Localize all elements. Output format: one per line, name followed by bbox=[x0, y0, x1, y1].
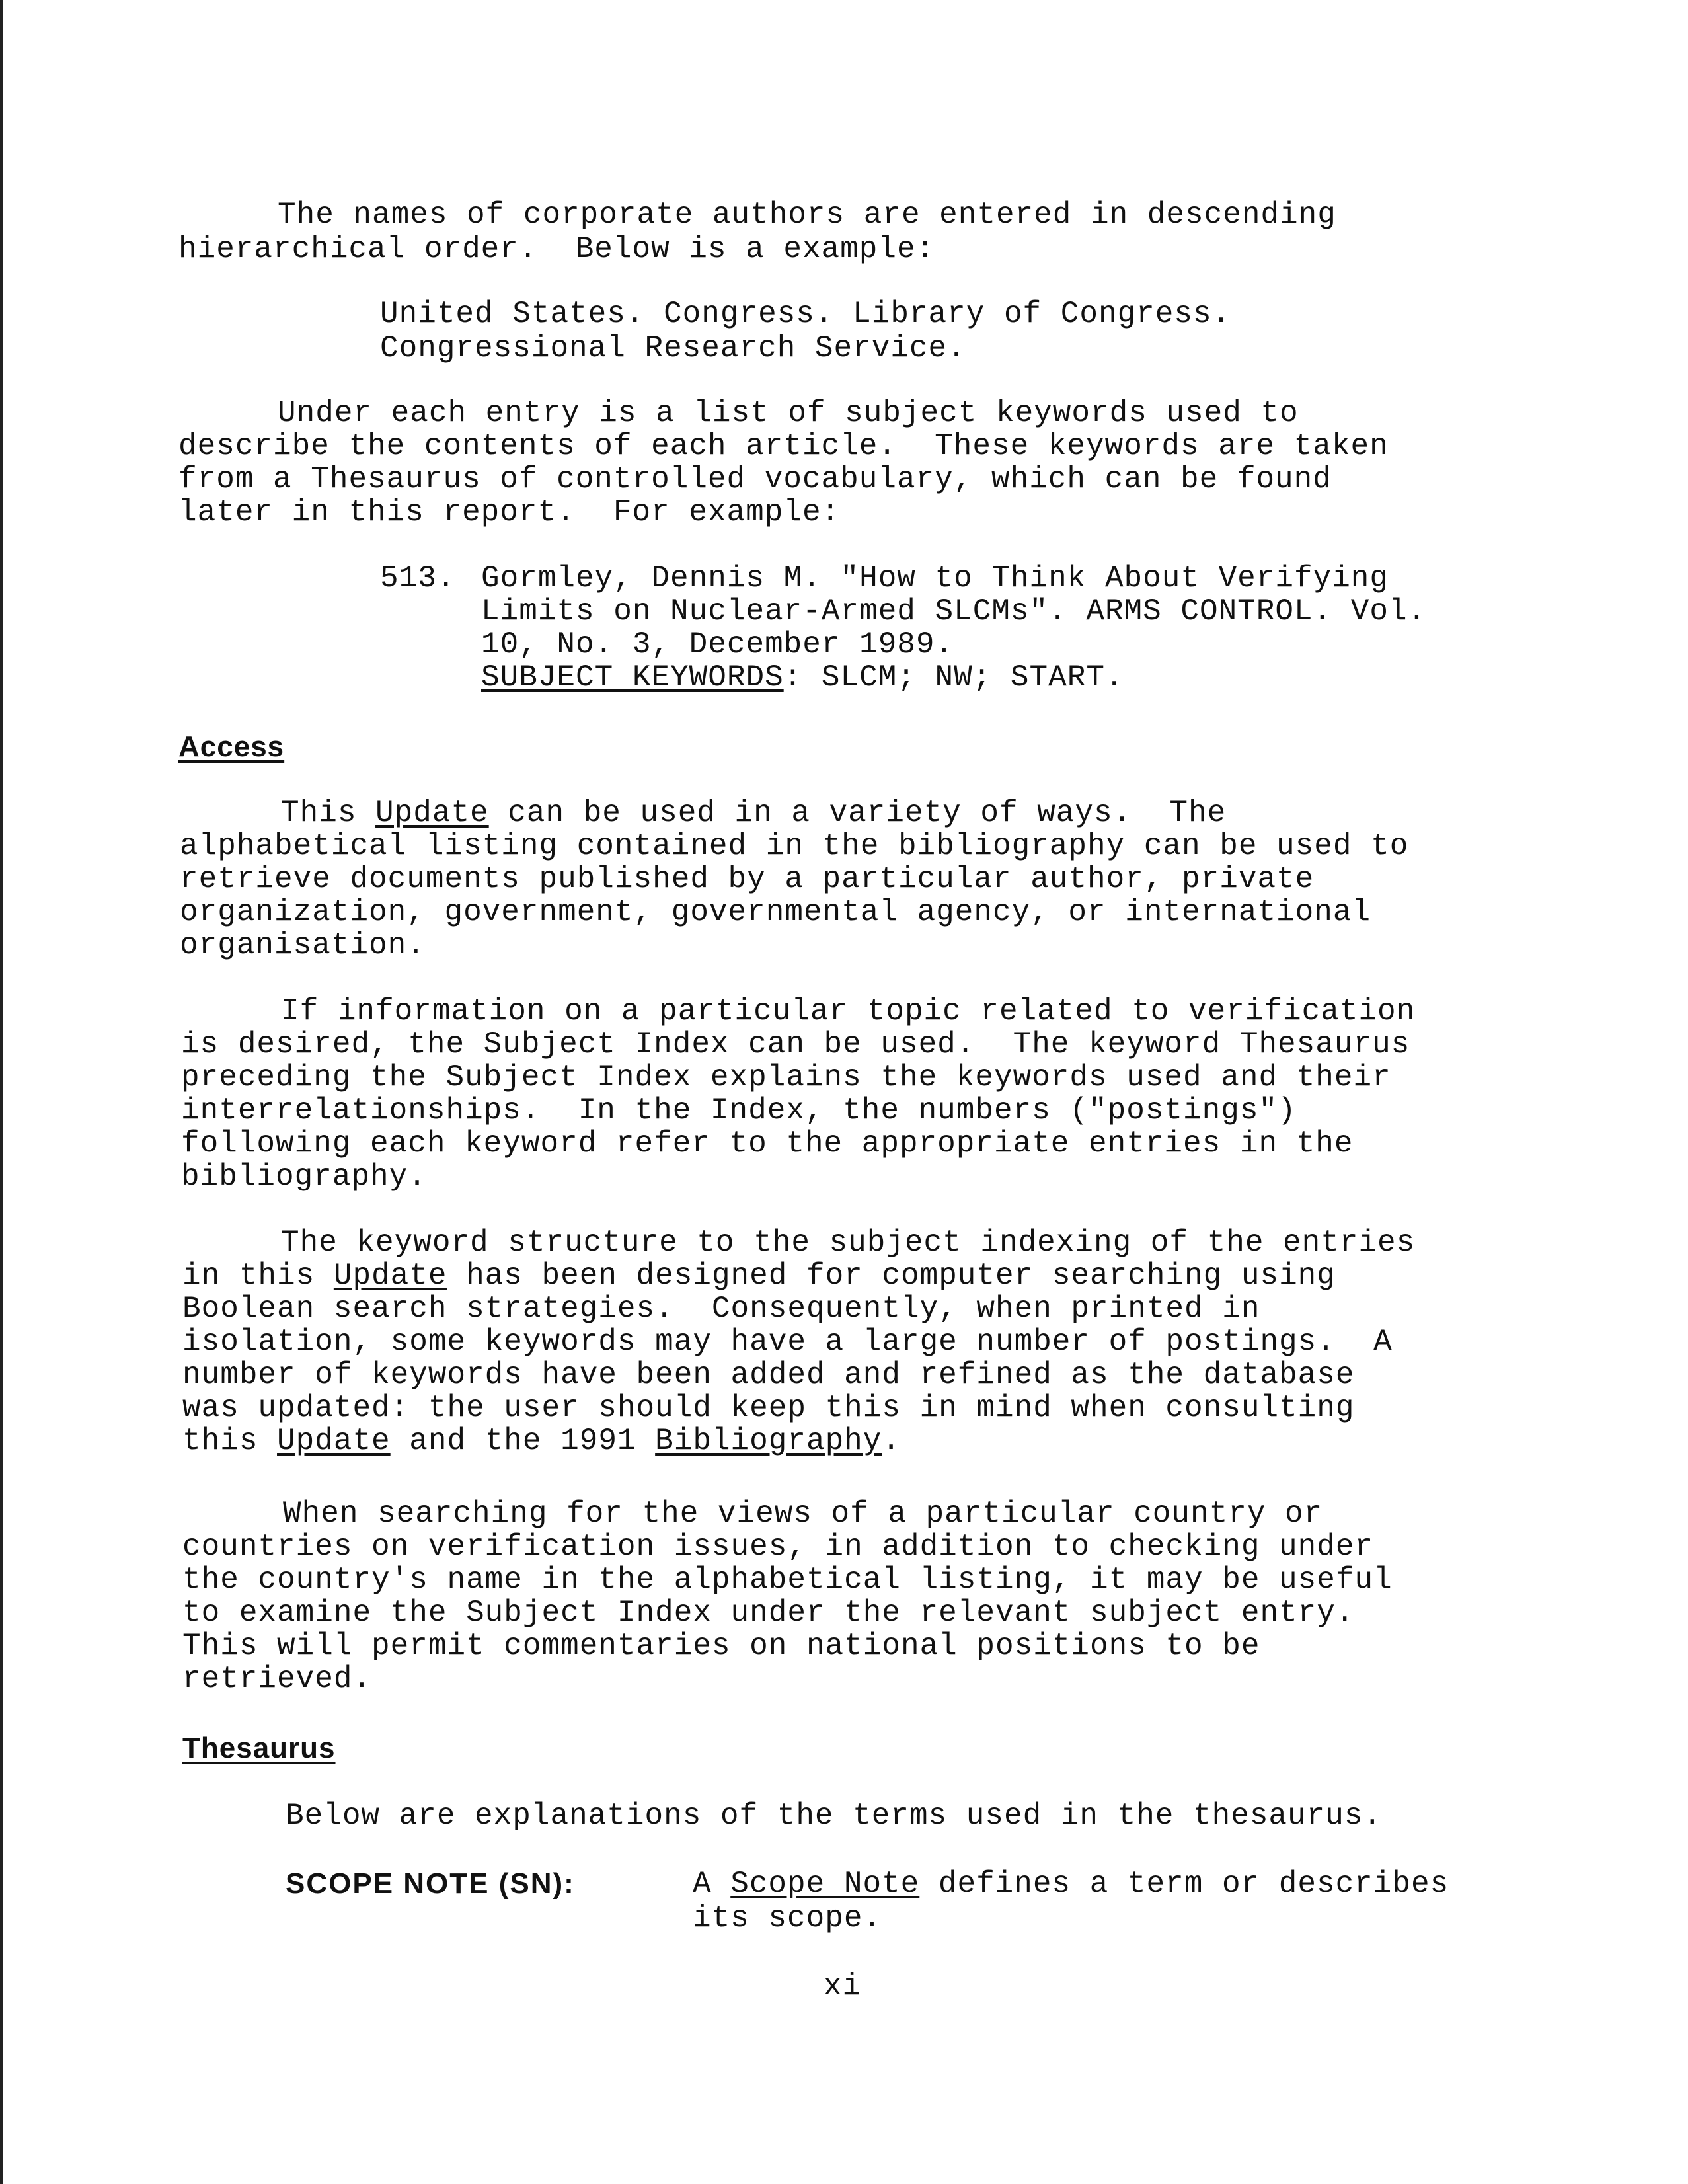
para-access3-line-7 bbox=[182, 1424, 901, 1458]
text-span: this bbox=[182, 1424, 278, 1458]
scope-note-line-1 bbox=[693, 1867, 1449, 1900]
bibliography-title: Bibliography bbox=[655, 1424, 882, 1458]
para-authors-line-1: The names of corporate authors are entered in descending bbox=[278, 198, 1336, 232]
text-span: and the 1991 bbox=[390, 1424, 656, 1458]
page-number: xi bbox=[824, 1969, 862, 2004]
example-author-line-1: United States. Congress. Library of Congress. bbox=[380, 297, 1231, 331]
example-entry-line-3: 10, No. 3, December 1989. bbox=[481, 627, 954, 662]
text-span: can be used in a variety of ways. The bbox=[488, 796, 1227, 830]
para-access2-line-2: is desired, the Subject Index can be used. The keyword Thesaurus bbox=[181, 1027, 1410, 1062]
text-span: has been designed for computer searching using bbox=[447, 1259, 1336, 1293]
para-keywords-line-4: later in this report. For example: bbox=[178, 495, 841, 529]
scope-note-label: SCOPE NOTE (SN): bbox=[286, 1867, 575, 1900]
para-access3-line-4: isolation, some keywords may have a large number of postings. A bbox=[182, 1325, 1393, 1359]
para-access4-line-6: retrieved. bbox=[182, 1662, 372, 1696]
subject-keywords-values: : SLCM; NW; START. bbox=[783, 660, 1124, 695]
para-access3-line-2 bbox=[182, 1259, 1336, 1292]
para-access1-line-4: organization, government, governmental agency, or international bbox=[180, 895, 1371, 929]
heading-access: Access bbox=[178, 730, 285, 763]
para-access2-line-5: following each keyword refer to the appropriate entries in the bbox=[181, 1126, 1354, 1161]
para-access3-line-3: Boolean search strategies. Consequently, when printed in bbox=[182, 1292, 1260, 1326]
text-span: . bbox=[882, 1424, 902, 1458]
para-access2-line-1: If information on a particular topic related to verification bbox=[281, 994, 1416, 1029]
para-access2-line-6: bibliography. bbox=[181, 1159, 427, 1194]
text-span: A bbox=[693, 1867, 731, 1901]
example-entry-line-2: Limits on Nuclear-Armed SLCMs". ARMS CONTROL. Vol. bbox=[481, 594, 1427, 629]
para-access2-line-3: preceding the Subject Index explains the keywords used and their bbox=[181, 1060, 1391, 1095]
para-access1-line-1 bbox=[281, 797, 1226, 830]
para-keywords-line-2: describe the contents of each article. These keywords are taken bbox=[178, 429, 1389, 463]
update-title: Update bbox=[277, 1424, 391, 1458]
example-entry-number: 513. bbox=[380, 561, 456, 596]
para-access4-line-4: to examine the Subject Index under the relevant subject entry. bbox=[182, 1596, 1355, 1630]
scope-note-term: Scope Note bbox=[730, 1867, 920, 1901]
text-span: This bbox=[281, 796, 376, 830]
heading-thesaurus: Thesaurus bbox=[182, 1732, 336, 1764]
example-entry-line-1: Gormley, Dennis M. "How to Think About Verifying bbox=[481, 561, 1389, 596]
para-access1-line-3: retrieve documents published by a particular author, private bbox=[180, 862, 1315, 896]
para-access4-line-3: the country's name in the alphabetical listing, it may be useful bbox=[182, 1563, 1393, 1597]
para-keywords-line-1: Under each entry is a list of subject keywords used to bbox=[278, 396, 1299, 430]
para-access3-line-5: number of keywords have been added and refined as the database bbox=[182, 1358, 1355, 1392]
scope-note-line-2: its scope. bbox=[693, 1901, 882, 1935]
para-access1-line-2: alphabetical listing contained in the bibliography can be used to bbox=[180, 829, 1409, 863]
para-thesaurus: Below are explanations of the terms used in the thesaurus. bbox=[286, 1799, 1383, 1833]
text-span: defines a term or describes bbox=[919, 1867, 1449, 1901]
para-keywords-line-3: from a Thesaurus of controlled vocabulary, which can be found bbox=[178, 462, 1332, 496]
para-access3-line-1: The keyword structure to the subject indexing of the entries bbox=[281, 1226, 1416, 1260]
para-authors-line-2: hierarchical order. Below is a example: bbox=[178, 232, 935, 266]
para-access4-line-1: When searching for the views of a particular country or bbox=[283, 1497, 1323, 1531]
subject-keywords-label: SUBJECT KEYWORDS bbox=[481, 660, 784, 695]
para-access4-line-2: countries on verification issues, in addition to checking under bbox=[182, 1530, 1374, 1564]
para-access2-line-4: interrelationships. In the Index, the numbers ("postings") bbox=[181, 1093, 1297, 1128]
page-scan-edge bbox=[0, 0, 3, 2184]
para-access1-line-5: organisation. bbox=[180, 928, 426, 962]
update-title: Update bbox=[333, 1259, 447, 1293]
example-author-line-2: Congressional Research Service. bbox=[380, 331, 966, 366]
para-access4-line-5: This will permit commentaries on national positions to be bbox=[182, 1629, 1260, 1663]
para-access3-line-6: was updated: the user should keep this in mind when consulting bbox=[182, 1391, 1355, 1425]
example-entry-keywords bbox=[481, 661, 1124, 694]
update-title: Update bbox=[375, 796, 489, 830]
text-span: in this bbox=[182, 1259, 334, 1293]
